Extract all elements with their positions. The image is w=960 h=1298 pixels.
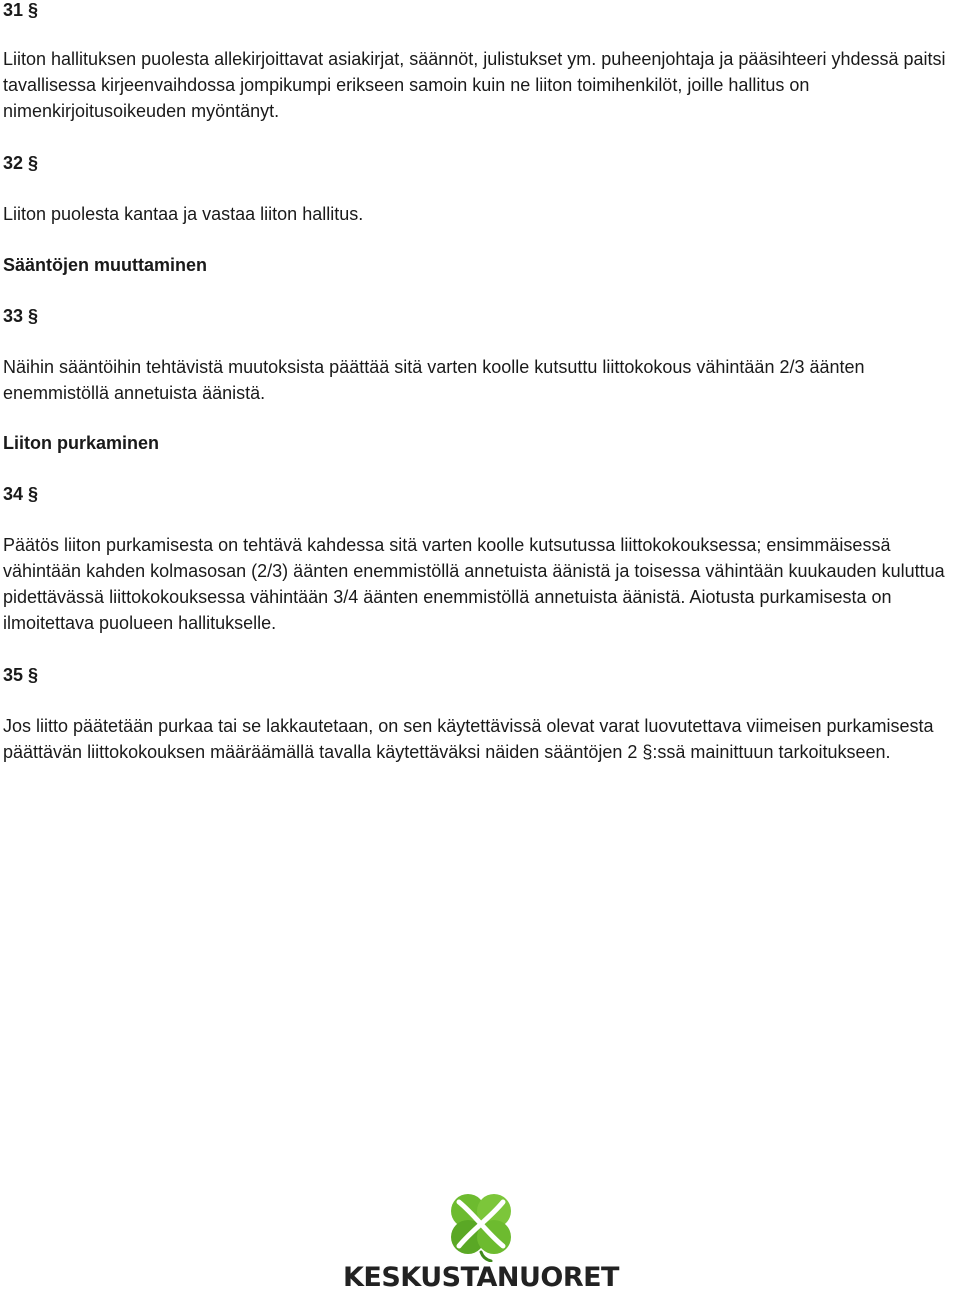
section-33-text: Näihin sääntöihin tehtävistä muutoksista päättää sitä varten koolle kutsuttu liittokokous vähintään 2/3 äänten enemmistöllä annetuista äänistä. — [3, 357, 865, 403]
dissolution-heading: Liiton purkaminen — [3, 433, 160, 453]
keskustanuoret-logo — [326, 1190, 636, 1298]
section-33-heading: 33 § — [3, 306, 39, 326]
logo-wordmark: KESKUSTANUORET — [343, 1262, 619, 1293]
section-32-text: Liiton puolesta kantaa ja vastaa liiton hallitus. — [3, 204, 364, 224]
clover-icon — [326, 1190, 636, 1262]
section-35-text: Jos liitto päätetään purkaa tai se lakkautetaan, on sen käytettävissä olevat varat luovutettava viimeisen purkamisesta päättävän liittokokouksen määräämällä tavalla käytettäväksi näiden sääntöjen 2 §:ssä mainittuun tarkoitukseen. — [3, 716, 934, 762]
section-31-text: Liiton hallituksen puolesta allekirjoittavat asiakirjat, säännöt, julistukset ym. puheenjohtaja ja pääsihteeri yhdessä paitsi tavallisessa kirjeenvaihdossa jompikumpi erikseen samoin kuin ne liiton toimihenkilöt, joille hallitus on nimenkirjoitusoikeuden myöntänyt. — [3, 49, 946, 121]
section-31-heading: 31 § — [3, 0, 39, 20]
section-34-text: Päätös liiton purkamisesta on tehtävä kahdessa sitä varten koolle kutsutussa liittokokouksessa; ensimmäisessä vähintään kahden kolmasosan (2/3) äänten enemmistöllä annetuista äänistä ja toisessa vähintään kuukauden kuluttua pidettävässä liittokokouksessa vähintään 3/4 äänten enemmistöllä annetuista äänistä. Aiotusta purkamisesta on ilmoitettava puolueen hallitukselle. — [3, 535, 945, 633]
section-32-heading: 32 § — [3, 153, 39, 173]
section-35-heading: 35 § — [3, 665, 39, 685]
rule-change-heading: Sääntöjen muuttaminen — [3, 255, 208, 275]
section-34-heading: 34 § — [3, 484, 39, 504]
